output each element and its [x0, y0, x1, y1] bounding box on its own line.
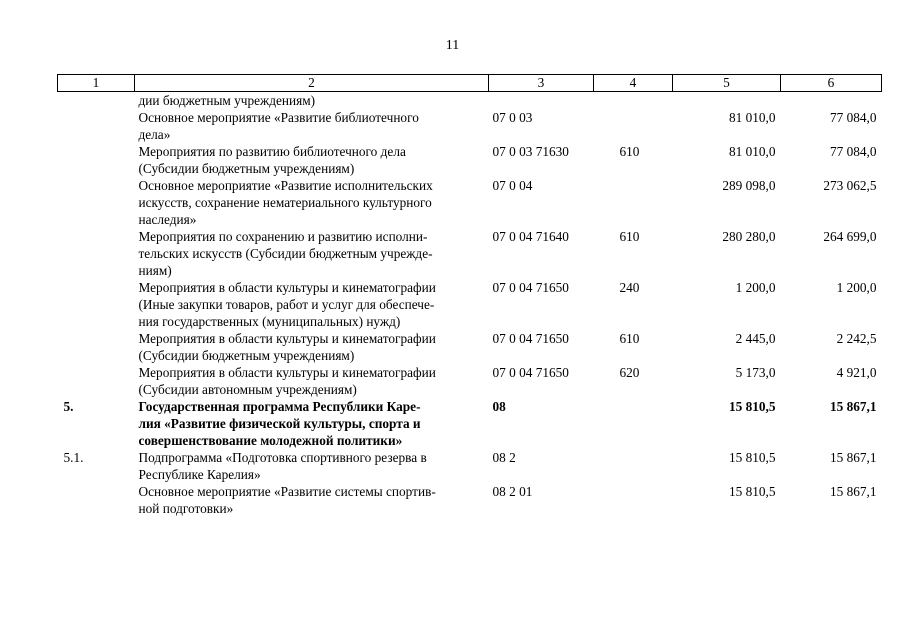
header-row: [58, 75, 882, 92]
row-number: [58, 483, 135, 517]
row-value-col6: 15 867,1: [829, 399, 877, 414]
row-number: [58, 330, 135, 364]
row-number: [58, 364, 135, 398]
row-expense-type: [594, 449, 673, 483]
row-code: 07 0 04 71650: [492, 331, 569, 346]
row-value-col5: 15 810,5: [728, 399, 776, 414]
row-code: 07 0 03 71630: [492, 144, 569, 159]
row-number: [58, 92, 135, 110]
row-value-col6: 77 084,0: [829, 110, 877, 125]
table-row: [58, 228, 882, 279]
row-value-col6: 4 921,0: [836, 365, 877, 380]
row-number: [58, 228, 135, 279]
header-col-2: 2: [135, 75, 489, 92]
row-value-col5: [673, 92, 781, 110]
row-name: Мероприятия в области культуры и кинематографии (Субсидии бюджетным учреждениям): [138, 331, 436, 363]
header-col-6: 6: [781, 75, 882, 92]
row-value-col6: 273 062,5: [823, 178, 877, 193]
header-col-5: 5: [673, 75, 781, 92]
row-name: Подпрограмма «Подготовка спортивного резерва в Республике Карелия»: [138, 450, 427, 482]
row-value-col6: [781, 92, 882, 110]
row-code: 08 2: [492, 450, 516, 465]
row-value-col5: 2 445,0: [735, 331, 776, 346]
row-code: 07 0 04 71650: [492, 280, 569, 295]
row-name: Мероприятия в области культуры и кинематографии (Субсидии автономным учреждениям): [138, 365, 436, 397]
row-value-col5: 15 810,5: [728, 484, 776, 499]
row-number: 5.: [63, 399, 74, 414]
row-value-col6: 264 699,0: [823, 229, 877, 244]
table-row: [58, 364, 882, 398]
row-value-col5: 1 200,0: [735, 280, 776, 295]
row-number: [58, 143, 135, 177]
row-value-col6: 15 867,1: [829, 484, 877, 499]
row-code: [489, 92, 594, 110]
row-number: [58, 177, 135, 228]
header-col-3: 3: [489, 75, 594, 92]
row-value-col6: 15 867,1: [829, 450, 877, 465]
row-name: Мероприятия по сохранению и развитию исполни- тельских искусств (Субсидии бюджетным учрежде- ниям): [138, 229, 433, 278]
row-value-col6: 77 084,0: [829, 144, 877, 159]
row-value-col5: 15 810,5: [728, 450, 776, 465]
row-code: 07 0 04 71640: [492, 229, 569, 244]
table-row: [58, 92, 882, 110]
header-col-1: 1: [58, 75, 135, 92]
table-row: [58, 483, 882, 517]
row-value-col5: 81 010,0: [728, 110, 776, 125]
row-code: 07 0 04: [492, 178, 533, 193]
header-col-4: 4: [594, 75, 673, 92]
row-number: [58, 109, 135, 143]
row-name: Основное мероприятие «Развитие библиотечного дела»: [138, 110, 419, 142]
table-row: [58, 109, 882, 143]
page-number: 11: [445, 38, 460, 53]
table-row: [58, 143, 882, 177]
row-value-col6: 1 200,0: [836, 280, 877, 295]
row-value-col5: 5 173,0: [735, 365, 776, 380]
row-code: 07 0 04 71650: [492, 365, 569, 380]
row-name: Основное мероприятие «Развитие системы спортив- ной подготовки»: [138, 484, 436, 516]
row-code: 08 2 01: [492, 484, 533, 499]
row-expense-type: [594, 398, 673, 449]
table-row: [58, 279, 882, 330]
table-header: [58, 75, 882, 92]
row-expense-type: 610: [619, 144, 640, 159]
row-code: 07 0 03: [492, 110, 533, 125]
row-name: Государственная программа Республики Каре- лия «Развитие физической культуры, спорта и совершенствование молодежной политики»: [138, 399, 421, 448]
table-row: [58, 449, 882, 483]
row-value-col5: 289 098,0: [722, 178, 776, 193]
row-value-col6: 2 242,5: [836, 331, 877, 346]
row-expense-type: [594, 109, 673, 143]
row-value-col5: 81 010,0: [728, 144, 776, 159]
row-name: Мероприятия в области культуры и кинематографии (Иные закупки товаров, работ и услуг для обеспече- ния государственных (муниципальных) нужд): [138, 280, 436, 329]
row-expense-type: 610: [619, 229, 640, 244]
row-expense-type: 620: [619, 365, 640, 380]
row-number: 5.1.: [63, 450, 84, 465]
row-number: [58, 279, 135, 330]
row-expense-type: 240: [619, 280, 640, 295]
table-body: [58, 92, 882, 518]
row-expense-type: [594, 483, 673, 517]
row-expense-type: [594, 92, 673, 110]
table-row: [58, 330, 882, 364]
row-name: Мероприятия по развитию библиотечного дела (Субсидии бюджетным учреждениям): [138, 144, 406, 176]
row-expense-type: 610: [619, 331, 640, 346]
row-expense-type: [594, 177, 673, 228]
table-row: [58, 398, 882, 449]
row-name: Основное мероприятие «Развитие исполнительских искусств, сохранение нематериального культурного наследия»: [138, 178, 433, 227]
budget-table: [57, 74, 882, 517]
table-row: [58, 177, 882, 228]
row-code: 08: [492, 399, 506, 414]
row-name: дии бюджетным учреждениям): [138, 93, 316, 108]
row-value-col5: 280 280,0: [722, 229, 776, 244]
